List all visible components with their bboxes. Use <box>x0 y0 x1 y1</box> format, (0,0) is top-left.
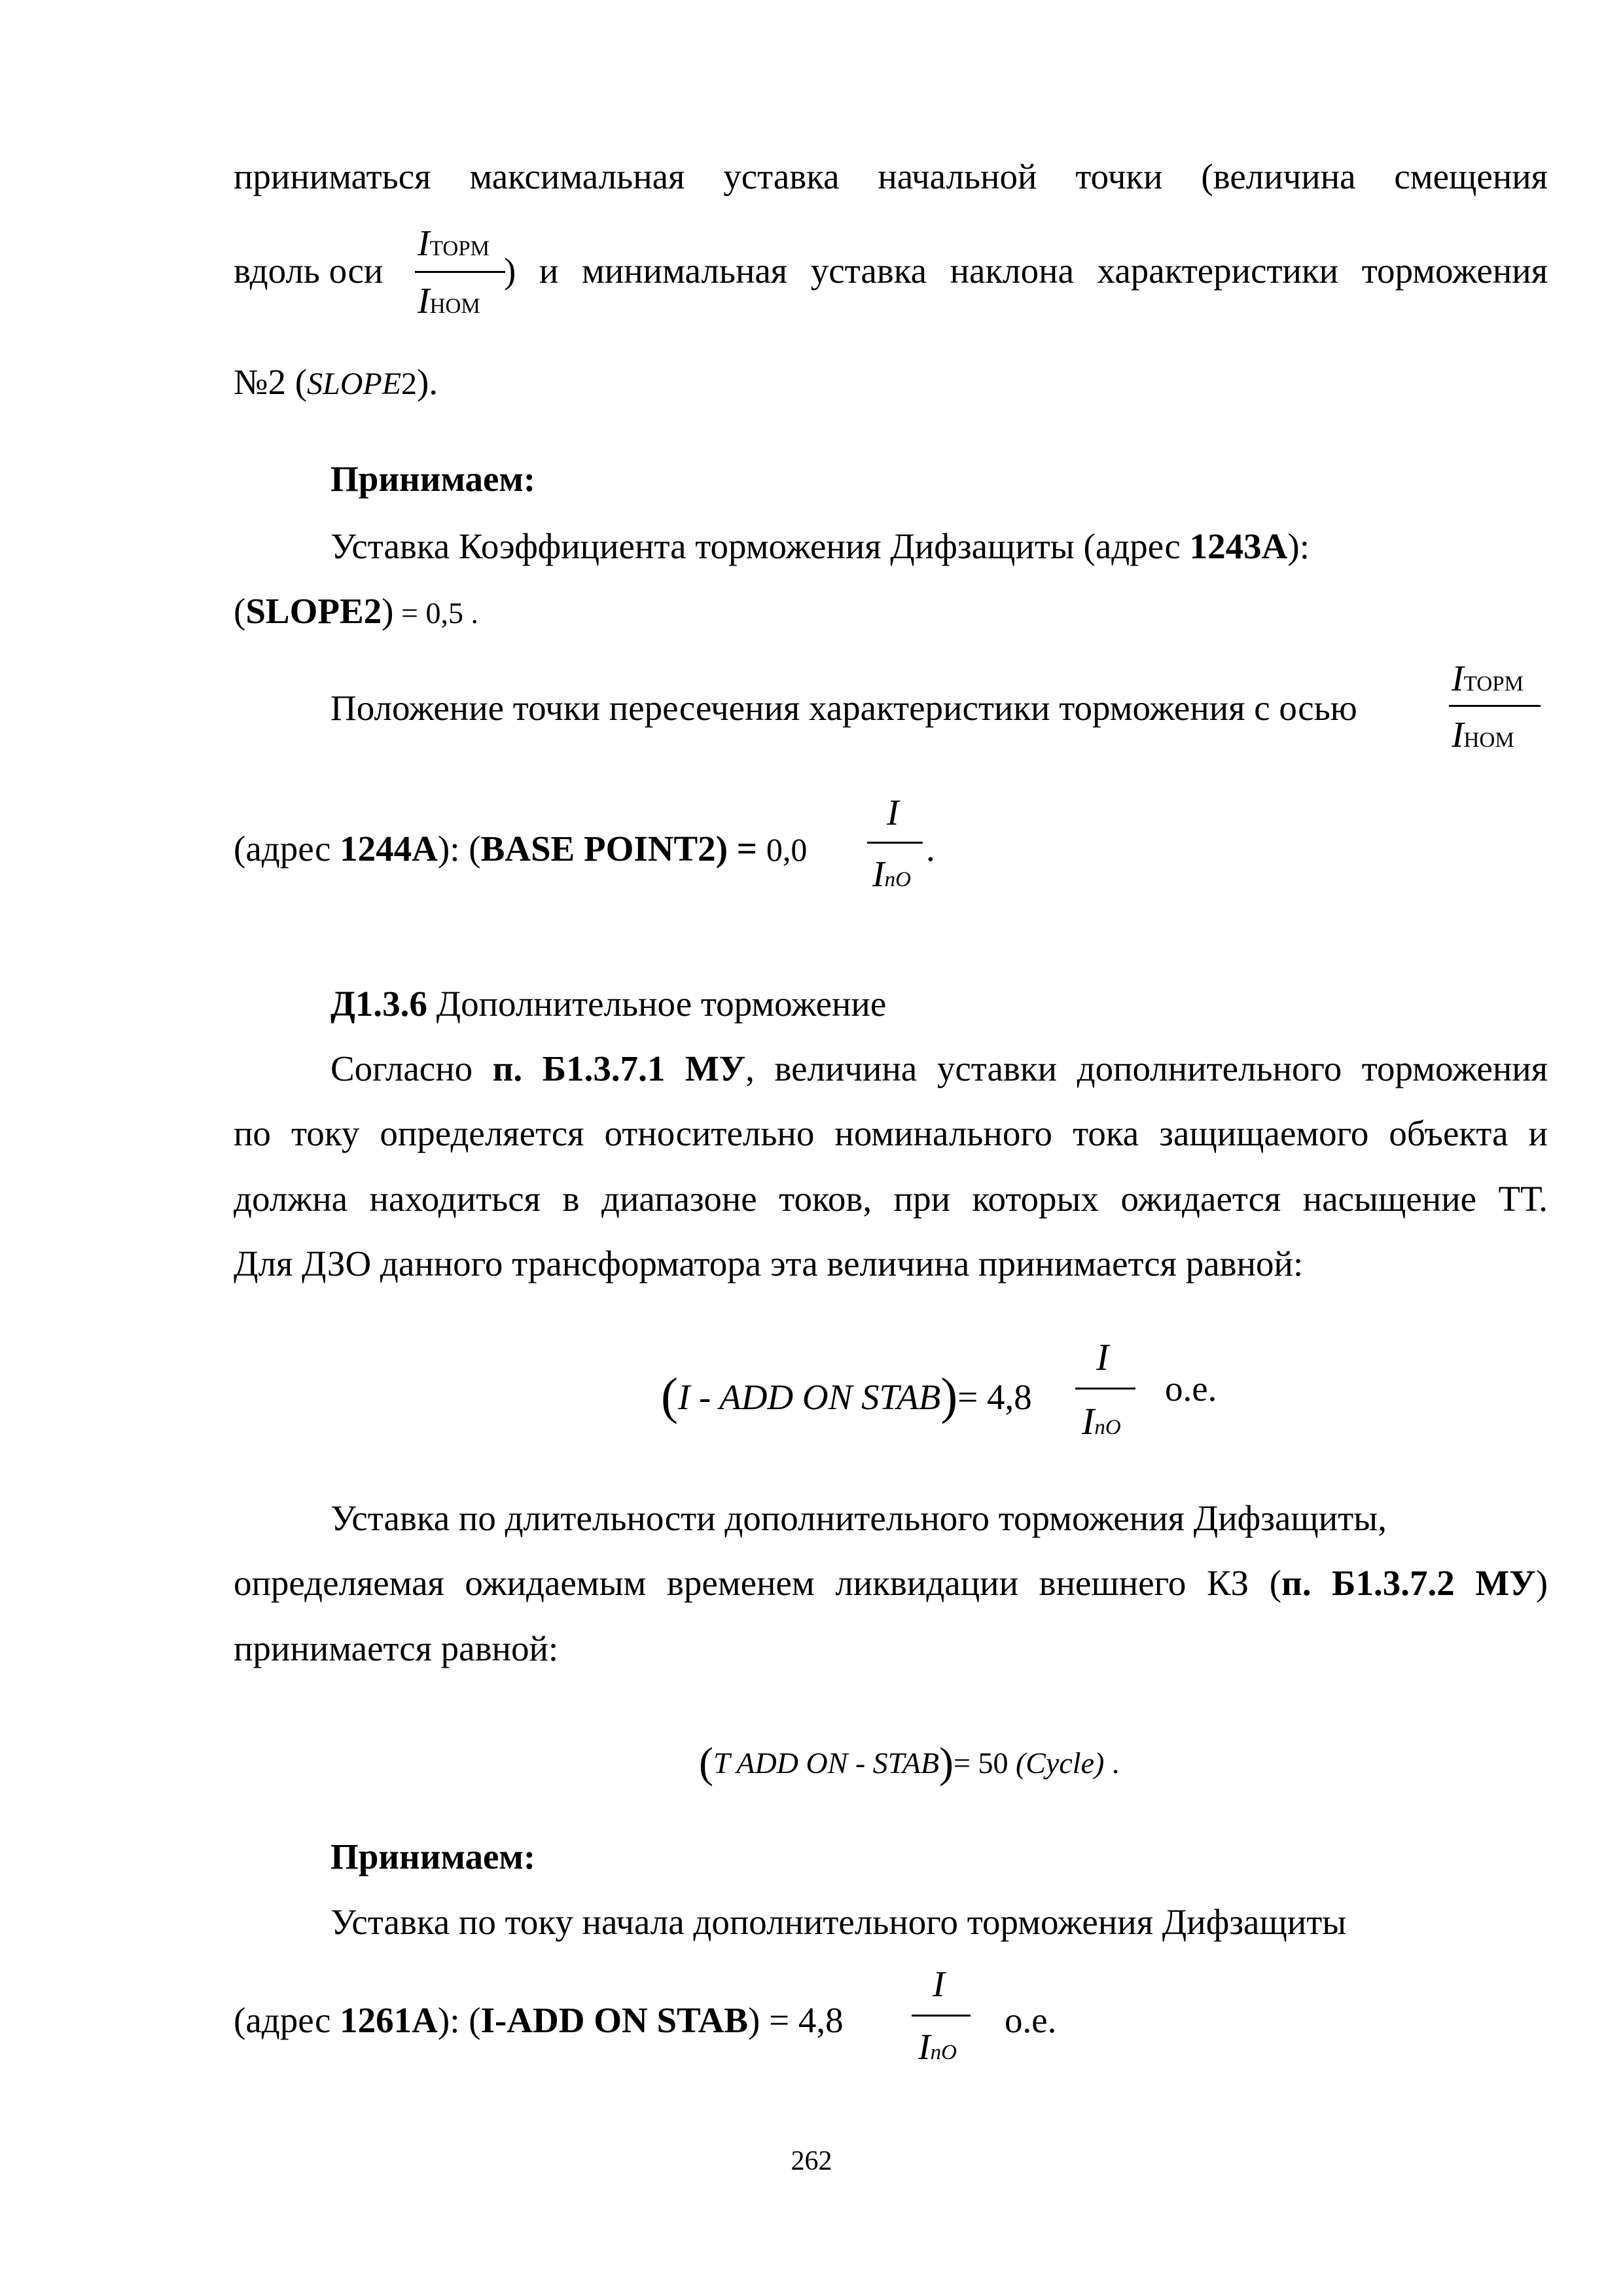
para2-line-2: определяемая ожидаемым временем ликвидации внешнего КЗ (п. Б1.3.7.2 МУ) <box>234 1563 1548 1603</box>
accept-heading-1: Принимаем: <box>330 459 536 499</box>
fraction-bar <box>867 842 923 844</box>
final-value-line: (адрес 1261А): (I-ADD ON STAB) = 4,8 <box>234 2000 844 2040</box>
fraction-itorm-inom-2: IТОРМ IНОМ <box>1440 658 1548 769</box>
base-point-text: Положение точки пересечения характеристики торможения с осью <box>330 688 1357 728</box>
para1-line-3: должна находиться в диапазоне токов, при которых ожидается насыщение ТТ. <box>234 1179 1548 1219</box>
base-point-end: . <box>926 829 935 869</box>
word: начальной <box>878 156 1037 196</box>
formula1-unit: о.е. <box>1165 1369 1217 1408</box>
fraction-bar <box>415 271 505 273</box>
fraction-itorm-inom: IТОРМ IНОМ <box>406 223 510 334</box>
fraction-bar <box>1449 705 1541 707</box>
word: уставка <box>723 156 840 196</box>
word: смещения <box>1394 156 1548 196</box>
para1-line-4: Для ДЗО данного трансформатора эта величина принимается равной: <box>234 1244 1304 1283</box>
word: (величина <box>1201 156 1356 196</box>
formula-i-add-on-stab: (I - ADD ON STAB)= 4,8 <box>661 1367 1032 1424</box>
fraction-i-ino: I InO <box>861 792 933 903</box>
text-line-3: №2 (SLOPE2). <box>234 362 438 402</box>
fraction-bar <box>912 2015 971 2017</box>
word: точки <box>1075 156 1163 196</box>
page-number: 262 <box>791 2146 832 2176</box>
slope-value-line: (SLOPE2) = 0,5 . <box>234 591 478 631</box>
para2-line-3: принимается равной: <box>234 1628 559 1668</box>
fraction-bar <box>1075 1388 1135 1390</box>
fraction-i-ino-2: I InO <box>1070 1335 1142 1450</box>
slope-setting-line: Уставка Коэффициента торможения Дифзащиты (адрес 1243А): <box>330 526 1310 566</box>
formula-t-add-on-stab: (T ADD ON - STAB)= 50 (Cycle) . <box>699 1739 1120 1787</box>
section-heading: Д1.3.6 Дополнительное торможение <box>330 984 887 1024</box>
text-line-2-suffix: ) и минимальная уставка наклона характеристики торможения <box>504 251 1548 291</box>
para1-line-1: Согласно п. Б1.3.7.1 МУ, величина уставки дополнительного торможения <box>330 1049 1548 1088</box>
fraction-i-ino-3: I InO <box>906 1964 978 2078</box>
text-line-2-prefix: вдоль оси <box>234 251 383 291</box>
word: приниматься <box>234 156 431 196</box>
para2-line-1: Уставка по длительности дополнительного торможения Дифзащиты, <box>330 1498 1387 1538</box>
accept-heading-2: Принимаем: <box>330 1837 536 1876</box>
para1-line-2: по току определяется относительно номинального тока защищаемого объекта и <box>234 1113 1548 1153</box>
word: максимальная <box>469 156 685 196</box>
final-line-1: Уставка по току начала дополнительного торможения Дифзащиты <box>330 1902 1347 1942</box>
text-line-1 <box>234 156 1548 198</box>
final-unit: о.е. <box>1005 2000 1057 2040</box>
base-point-value-line: (адрес 1244А): (BASE POINT2) = 0,0 <box>234 829 808 869</box>
